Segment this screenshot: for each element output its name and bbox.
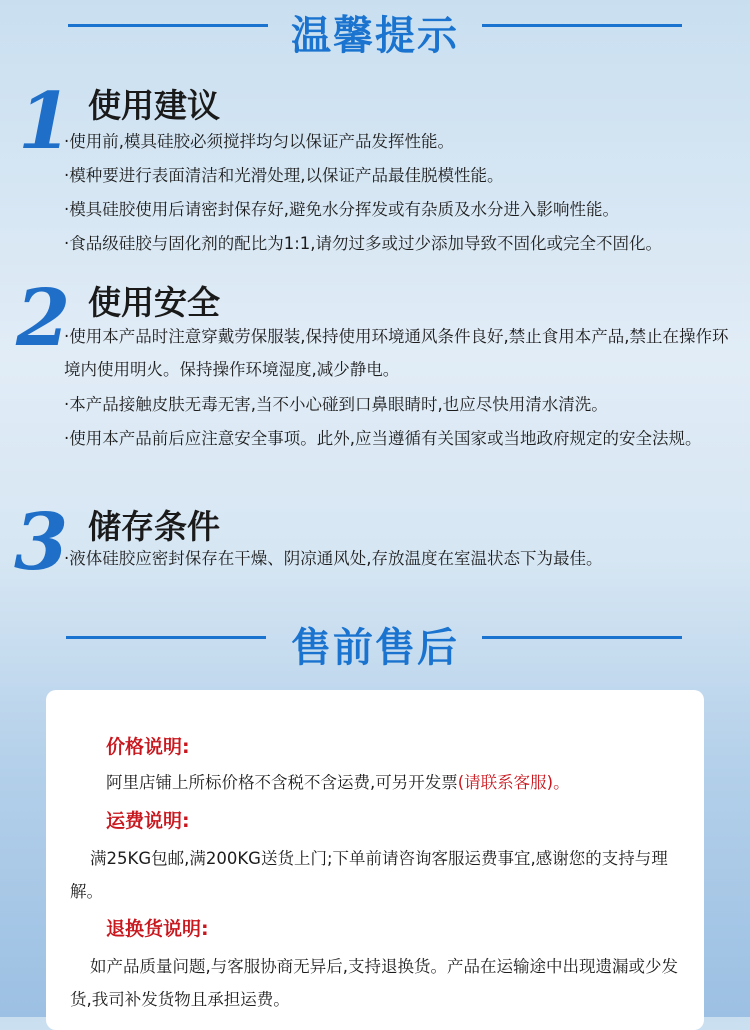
list-item: ·模具硅胶使用后请密封保存好,避免水分挥发或有杂质及水分进入影响性能。 xyxy=(64,200,619,219)
section-number: 3 xyxy=(14,497,69,588)
list-item: ·使用前,模具硅胶必须搅拌均匀以保证产品发挥性能。 xyxy=(64,132,454,151)
list-item: ·模种要进行表面清洁和光滑处理,以保证产品最佳脱模性能。 xyxy=(64,166,504,185)
section-title: 储存条件 xyxy=(88,507,220,546)
service-banner xyxy=(0,612,750,672)
section-title: 使用安全 xyxy=(88,283,220,322)
returns-text: 如产品质量问题,与客服协商无异后,支持退换货。产品在运输途中出现遗漏或少发货,我司补发货物且承担运费。 xyxy=(70,957,678,1009)
price-text xyxy=(106,766,716,799)
price-text-main: 阿里店铺上所标价格不含税不含运费,可另开发票 xyxy=(106,773,458,792)
section-number: 1 xyxy=(18,76,73,167)
list-item: ·本产品接触皮肤无毒无害,当不小心碰到口鼻眼睛时,也应尽快用清水清洗。 xyxy=(64,395,608,414)
returns-heading: 退换货说明: xyxy=(106,918,209,940)
service-card xyxy=(46,690,704,1030)
shipping-text: 满25KG包邮,满200KG送货上门;下单前请咨询客服运费事宜,感谢您的支持与理解。 xyxy=(70,849,668,901)
list-item: ·使用本产品前后应注意安全事项。此外,应当遵循有关国家或当地政府规定的安全法规。 xyxy=(64,429,702,448)
price-heading: 价格说明: xyxy=(106,736,190,758)
banner-line-right xyxy=(482,636,682,639)
list-item: ·使用本产品时注意穿戴劳保服装,保持使用环境通风条件良好,禁止食用本产品,禁止在操作环境内使用明火。保持操作环境湿度,减少静电。 xyxy=(64,327,729,379)
price-text-highlight: (请联系客服)。 xyxy=(457,773,570,792)
list-item: ·食品级硅胶与固化剂的配比为1:1,请勿过多或过少添加导致不固化或完全不固化。 xyxy=(64,234,663,253)
banner-line-right xyxy=(482,24,682,27)
list-item: ·液体硅胶应密封保存在干燥、阴凉通风处,存放温度在室温状态下为最佳。 xyxy=(64,549,603,568)
shipping-heading: 运费说明: xyxy=(106,810,190,832)
service-banner-title: 售前售后 xyxy=(291,625,459,671)
tips-banner xyxy=(0,0,750,60)
tips-banner-title: 温馨提示 xyxy=(291,13,459,59)
section-title: 使用建议 xyxy=(88,86,220,125)
section-number: 2 xyxy=(16,273,71,364)
